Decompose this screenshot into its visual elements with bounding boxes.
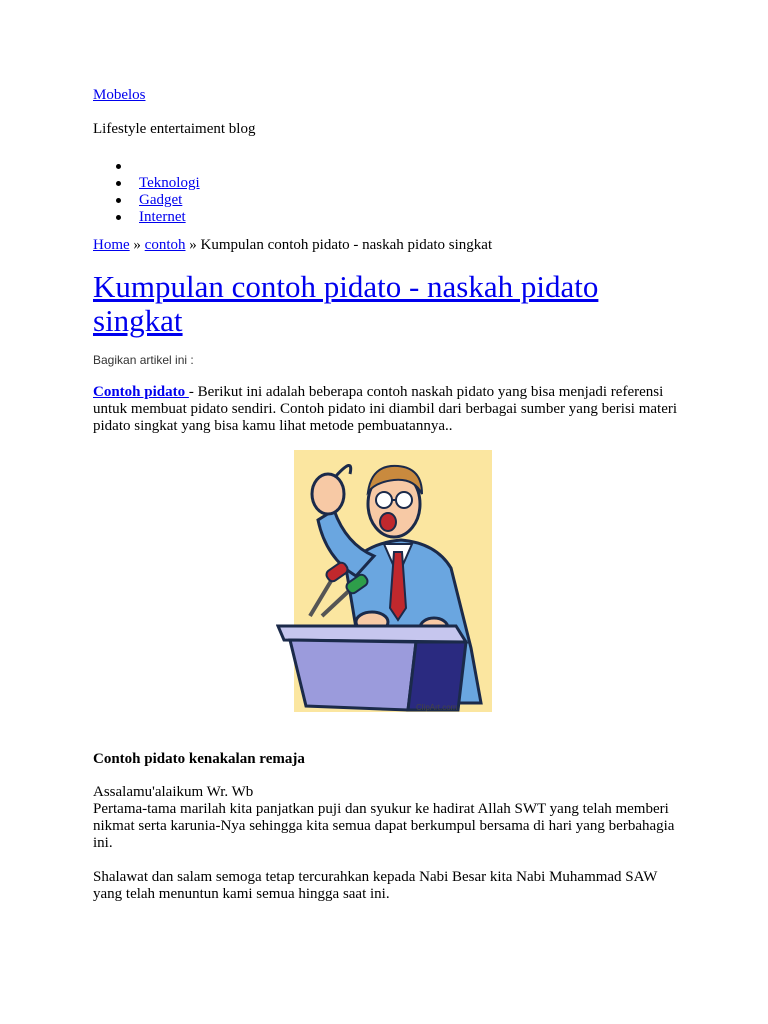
body-paragraph: Pertama-tama marilah kita panjatkan puji dan syukur ke hadirat Allah SWT yang telah memberi nikmat serta karunia-Nya sehingga kita semua dapat berkumpul bersama di hari yang berbahagia ini.	[93, 801, 675, 851]
nav-item-teknologi	[93, 175, 200, 192]
nav-link-gadget[interactable]: Gadget	[139, 192, 183, 208]
post-title-link[interactable]: Kumpulan contoh pidato - naskah pidato singkat	[93, 269, 599, 338]
nav-link-internet[interactable]: Internet	[139, 209, 186, 225]
speaker-illustration	[276, 448, 494, 714]
section-heading: Contoh pidato kenakalan remaja	[93, 751, 305, 767]
bullet-icon	[116, 181, 121, 186]
intro-keyword-link[interactable]: Contoh pidato	[93, 384, 189, 400]
breadcrumb-category-link[interactable]: contoh	[144, 237, 186, 253]
greeting-paragraph: Assalamu'alaikum Wr. Wb	[93, 784, 254, 800]
bullet-icon	[116, 164, 121, 169]
paragraph-gap	[93, 852, 683, 869]
breadcrumb-home-link[interactable]: Home	[93, 237, 130, 253]
nav-link-teknologi[interactable]: Teknologi	[139, 175, 200, 191]
site-description: Lifestyle entertaiment blog	[93, 121, 256, 137]
body-paragraph: Shalawat dan salam semoga tetap tercurahkan kepada Nabi Besar kita Nabi Muhammad SAW yang telah menuntun kami semua hingga saat ini.	[93, 869, 658, 902]
post-title	[93, 270, 673, 338]
breadcrumb	[93, 236, 492, 254]
nav-item-empty	[93, 158, 200, 175]
share-label: Bagikan artikel ini :	[93, 353, 194, 367]
breadcrumb-current: Kumpulan contoh pidato - naskah pidato singkat	[200, 237, 493, 253]
nav-item-gadget	[93, 192, 200, 209]
breadcrumb-separator: »	[185, 237, 201, 253]
article-body	[93, 784, 683, 903]
intro-paragraph	[93, 384, 693, 435]
bullet-icon	[116, 198, 121, 203]
speaker-clipart-icon	[276, 448, 494, 714]
intro-text: - Berikut ini adalah beberapa contoh naskah pidato yang bisa menjadi referensi untuk membuat pidato sendiri. Contoh pidato ini diambil dari berbagai sumber yang berisi materi pidato singkat yang bisa kamu lihat metode pembuatannya..	[93, 384, 678, 434]
breadcrumb-separator: »	[129, 237, 145, 253]
nav-menu	[93, 158, 200, 226]
nav-item-internet	[93, 209, 200, 226]
bullet-icon	[116, 215, 121, 220]
site-title-link[interactable]: Mobelos	[93, 87, 146, 103]
image-caption: ClipArt.com	[416, 703, 458, 712]
